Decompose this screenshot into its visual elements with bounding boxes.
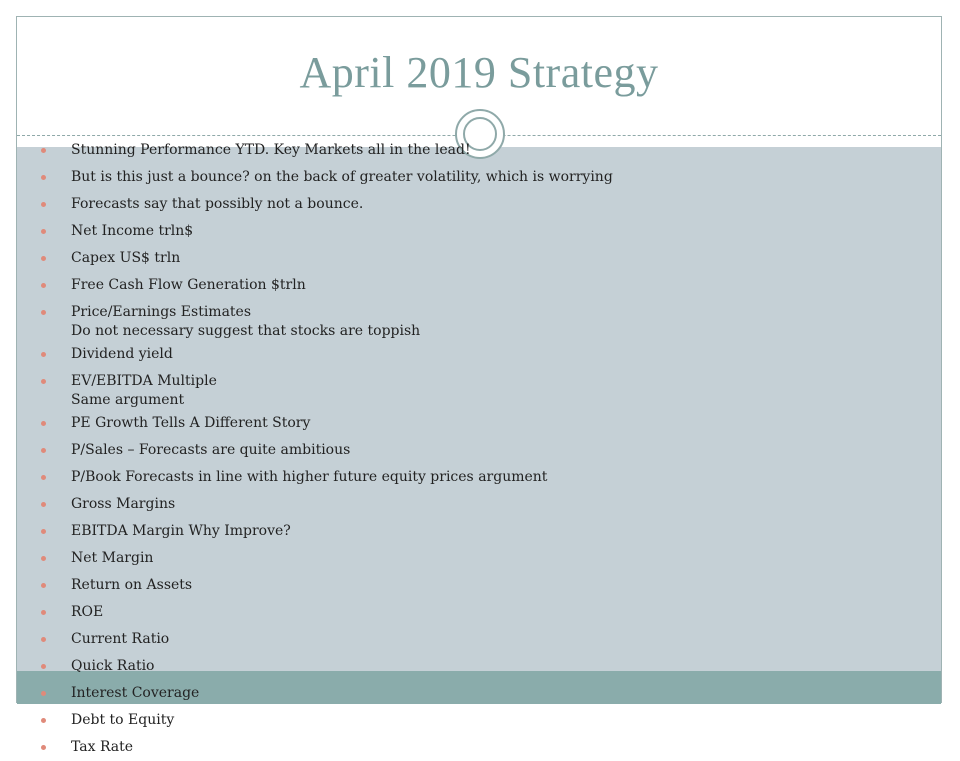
bullet-item [17,303,941,341]
bullet-dot-icon [41,421,46,426]
bullet-text: P/Sales – Forecasts are quite ambitious [71,442,351,458]
bullet-text: Dividend yield [71,346,173,362]
bullet-text: Price/Earnings Estimates [71,304,252,320]
bullet-dot-icon [41,352,46,357]
bullet-dot-icon [41,202,46,207]
bullet-dot-icon [41,502,46,507]
bullet-item [17,522,941,545]
bullet-text: Interest Coverage [71,685,200,701]
bullet-item [17,657,941,680]
bullet-dot-icon [41,148,46,153]
bullet-item [17,630,941,653]
bullet-dot-icon [41,229,46,234]
bullet-dot-icon [41,310,46,315]
bullet-item [17,468,941,491]
bullet-item [17,345,941,368]
bullet-dot-icon [41,745,46,750]
bullet-text: EV/EBITDA Multiple [71,373,217,389]
bullet-text: Net Income trln$ [71,223,194,239]
slide-title: April 2019 Strategy [299,48,659,97]
bullet-subtext: Do not necessary suggest that stocks are toppish [71,323,421,339]
bullet-item [17,576,941,599]
bullet-dot-icon [41,379,46,384]
bullet-dot-icon [41,691,46,696]
bullet-dot-icon [41,283,46,288]
bullet-text: PE Growth Tells A Different Story [71,415,311,431]
bullet-text: Forecasts say that possibly not a bounce. [71,196,364,212]
bullet-item [17,222,941,245]
bullet-dot-icon [41,556,46,561]
bullet-item [17,372,941,410]
bullet-item [17,495,941,518]
bullet-item [17,168,941,191]
bullet-item [17,141,941,164]
bullet-text: Current Ratio [71,631,170,647]
bullet-item [17,441,941,464]
bullet-item [17,684,941,707]
bullet-text: Return on Assets [71,577,193,593]
bullet-item [17,276,941,299]
bullet-list [17,137,941,761]
bullet-text: Quick Ratio [71,658,155,674]
bullet-text: EBITDA Margin Why Improve? [71,523,291,539]
bullet-text: Free Cash Flow Generation $trln [71,277,306,293]
bullet-text: Net Margin [71,550,154,566]
bullet-text: But is this just a bounce? on the back of greater volatility, which is worrying [71,169,613,185]
bullet-dot-icon [41,475,46,480]
bullet-dot-icon [41,718,46,723]
bullet-dot-icon [41,583,46,588]
bullet-item [17,711,941,734]
bullet-text: Gross Margins [71,496,176,512]
bullet-item [17,414,941,437]
slide [16,16,942,755]
bullet-dot-icon [41,175,46,180]
bullet-item [17,603,941,626]
bullet-dot-icon [41,637,46,642]
bullet-dot-icon [41,529,46,534]
bullet-subtext: Same argument [71,392,185,408]
bullet-text: Capex US$ trln [71,250,181,266]
bullet-text: Tax Rate [71,739,134,755]
bullet-item [17,249,941,272]
bullet-item [17,738,941,761]
bullet-dot-icon [41,448,46,453]
bullet-item [17,195,941,218]
bullet-dot-icon [41,610,46,615]
bullet-dot-icon [41,256,46,261]
bullet-text: Debt to Equity [71,712,175,728]
bullet-text: ROE [71,604,104,620]
bullet-text: Stunning Performance YTD. Key Markets all in the lead! [71,142,471,158]
bullet-item [17,549,941,572]
bullet-text: P/Book Forecasts in line with higher future equity prices argument [71,469,548,485]
bullet-dot-icon [41,664,46,669]
